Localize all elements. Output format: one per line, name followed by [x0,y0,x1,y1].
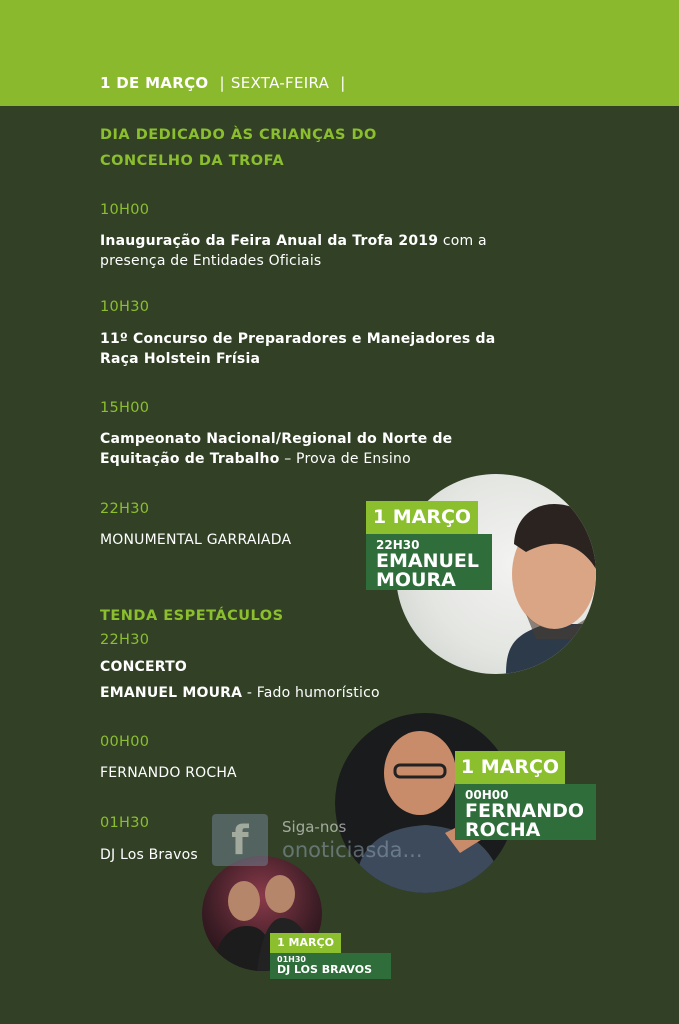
event-description: DJ Los Bravos [100,847,198,863]
header-weekday: SEXTA-FEIRA [230,74,330,92]
dj-badge-info [270,953,391,979]
emanuel-badge-date: 1 MARÇO [366,501,478,534]
header-date-line [100,74,352,92]
header-separator-end: | [340,74,346,92]
fernando-badge-info [455,784,596,840]
fernando-badge-date: 1 MARÇO [455,751,565,784]
event-title-rest: – Prova de Ensino [279,451,411,467]
tenda-heading: TENDA ESPETÁCULOS [100,608,284,624]
intro-heading-line2: CONCELHO DA TROFA [100,153,285,169]
event-time: 10H00 [100,202,150,218]
intro-heading [100,122,377,174]
header-date: 1 DE MARÇO [100,74,209,92]
event-description-line1 [100,231,487,251]
event-description-line2 [100,449,452,469]
emanuel-badge-time: 22H30 [376,538,420,552]
header-separator: | [219,74,225,92]
watermark-line1: Siga-nos [282,818,347,836]
event-description: FERNANDO ROCHA [100,765,237,781]
header-bar [0,0,679,106]
event-title-bold: Inauguração da Feira Anual da Trofa 2019 [100,233,439,249]
fernando-badge-time: 00H00 [465,788,509,802]
watermark-line2: onoticiasda... [282,838,423,862]
event-description [100,429,452,469]
event-description: MONUMENTAL GARRAIADA [100,532,292,548]
event-time: 22H30 [100,632,150,648]
event-time: 15H00 [100,400,150,416]
facebook-icon: f [212,814,268,866]
event-time: 10H30 [100,299,150,315]
event-description-line1: 11º Concurso de Preparadores e Manejadores da [100,331,496,347]
event-title-rest: com a [438,233,487,249]
concert-artist: EMANUEL MOURA [100,685,243,701]
intro-heading-line1: DIA DEDICADO ÀS CRIANÇAS DO [100,127,377,143]
event-title-bold: Equitação de Trabalho [100,451,280,467]
concert-genre: - Fado humorístico [242,685,380,701]
event-description-line2: presença de Entidades Oficiais [100,253,322,269]
event-time: 01H30 [100,815,150,831]
facebook-watermark [212,814,452,866]
event-time: 00H00 [100,734,150,750]
emanuel-badge-name2: MOURA [376,569,456,591]
emanuel-badge-info [366,534,492,590]
fernando-badge-name2: ROCHA [465,819,541,841]
event-time: 22H30 [100,501,150,517]
dj-badge-date: 1 MARÇO [270,933,341,953]
emanuel-badge-name1: EMANUEL [376,550,480,572]
event-description-line1: Campeonato Nacional/Regional do Norte de [100,431,453,447]
concert-artist-line [100,683,380,703]
fernando-badge-name1: FERNANDO [465,800,585,822]
dj-badge-time: 01H30 [277,955,306,964]
dj-badge-name: DJ LOS BRAVOS [277,963,372,976]
event-description [100,231,487,271]
concert-label: CONCERTO [100,659,187,675]
event-description [100,329,495,369]
event-description-line2: Raça Holstein Frísia [100,351,261,367]
